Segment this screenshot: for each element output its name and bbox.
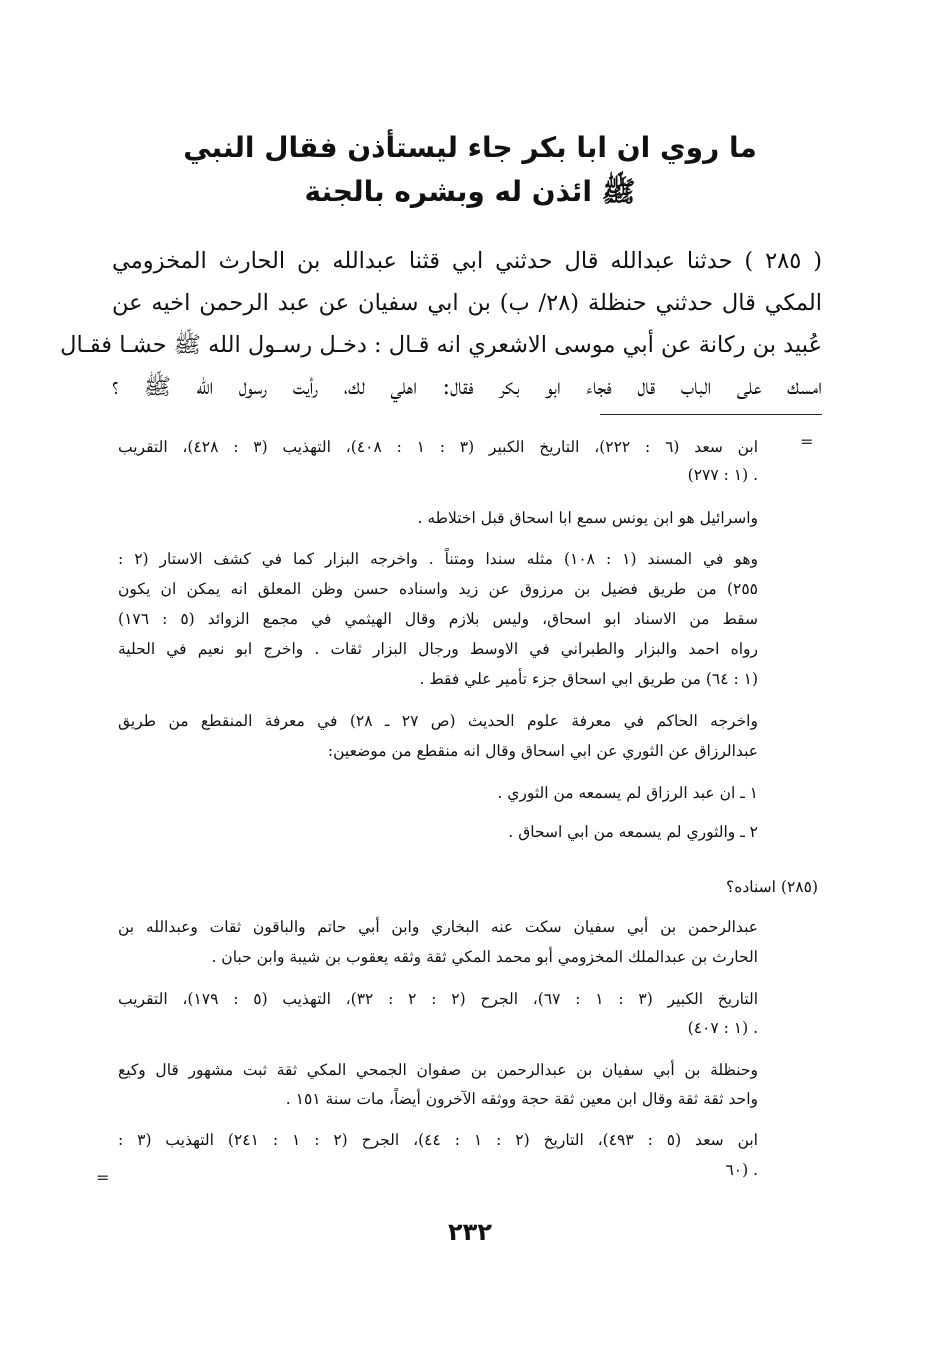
note-list-item: ١ ـ ان عبد الرزاق لم يسمعه من الثوري .: [497, 784, 758, 802]
note-line: (١ : ٤٠٧) .: [687, 1019, 758, 1037]
note-list-item: ٢ ـ والثوري لم يسمعه من ابي اسحاق .: [508, 823, 758, 841]
note-line: واحد ثقة ثقة وقال ابن معين ثقة حجة ووثقه الآخرون أيضاً، مات سنة ١٥١ .: [285, 1090, 758, 1108]
hadith-line: عُبيد بن ركانة عن أبي موسى الاشعري انه قـال : دخـل رسـول الله ﷺ حشـا فقـال: [60, 332, 822, 358]
note-line: التاريخ الكبير (٣ : ١ : ٦٧)، الجرح (٢ : ٢ : ٣٢)، التهذيب (٥ : ١٧٩)، التقريب: [118, 990, 759, 1008]
note-line: عبدالرزاق عن الثوري عن ابي اسحاق وقال انه منقطع من موضعين:: [327, 742, 758, 760]
footnote-separator: [600, 414, 822, 415]
note-line: (١ : ٢٧٧) .: [687, 466, 758, 484]
note-line: سقط من الاسناد ابو اسحاق، وليس بلازم وقال الهيثمي في مجمع الزوائد (٥ : ١٧٦): [118, 610, 758, 628]
footnote-continuation-marker: =: [800, 432, 814, 451]
note-line: ٦٠) .: [725, 1161, 758, 1179]
chapter-title-line-1: ما روي ان ابا بكر جاء ليستأذن فقال النبي: [183, 131, 757, 164]
note-line: عبدالرحمن بن أبي سفيان سكت عنه البخاري وابن أبي حاتم والباقون ثقات وعبدالله بن: [118, 918, 758, 936]
note-line: ٢٥٥) من طريق فضيل بن مرزوق عن زيد واسناده حسن وظن المعلق انه يمكن ان يكون: [118, 580, 758, 598]
note-line: وحنظلة بن أبي سفيان بن عبدالرحمن بن صفوان الجمحي المكي ثقة ثبت مشهور قال وكيع: [118, 1061, 758, 1079]
note-line: ابن سعد (٦ : ٢٢٢)، التاريخ الكبير (٣ : ١ : ٤٠٨)، التهذيب (٣ : ٤٢٨)، التقريب: [118, 438, 759, 456]
note-line: رواه احمد والبزار والطبراني في الاوسط ورجال البزار ثقات . واخرج ابو نعيم في الحلية: [118, 640, 758, 658]
hadith-line: ( ٢٨٥ ) حدثنا عبدالله قال حدثني ابي قثنا عبدالله بن الحارث المخزومي: [112, 248, 822, 274]
chapter-title-line-2: ﷺ ائذن له وبشره بالجنة: [304, 175, 636, 208]
hadith-line: امسك على الباب قال فجاء ابو بكر فقال: اهلي لك، رأيت رسول الله ﷺ ؟: [112, 374, 822, 400]
note-line: وهو في المسند (١ : ١٠٨) مثله سندا ومتناً . واخرجه البزار كما في كشف الاستار (٢ :: [118, 550, 758, 568]
note-line: (١ : ٦٤) من طريق ابي اسحاق جزء تأمير علي فقط .: [419, 670, 758, 688]
note-line: الحارث بن عبدالملك المخزومي أبو محمد المكي ثقة وثقه يعقوب بن شيبة وابن حبان .: [211, 948, 758, 966]
page-number: ٢٣٢: [448, 1218, 492, 1246]
hadith-line: المكي قال حدثني حنظلة (٢٨/ ب) بن ابي سفيان عن عبد الرحمن اخيه عن: [112, 290, 822, 316]
note-line: واسرائيل هو ابن يونس سمع ابا اسحاق قبل اختلاطه .: [417, 509, 758, 527]
note-line: ابن سعد (٥ : ٤٩٣)، التاريخ (٢ : ١ : ٤٤)، الجرح (٢ : ١ : ٢٤١) التهذيب (٣ :: [118, 1131, 758, 1149]
isnad-heading: (٢٨٥) اسناده؟: [726, 878, 818, 896]
note-line: واخرجه الحاكم في معرفة علوم الحديث (ص ٢٧ ـ ٢٨) في معرفة المنقطع من طريق: [118, 712, 758, 730]
footnote-continuation-marker: =: [96, 1168, 110, 1187]
